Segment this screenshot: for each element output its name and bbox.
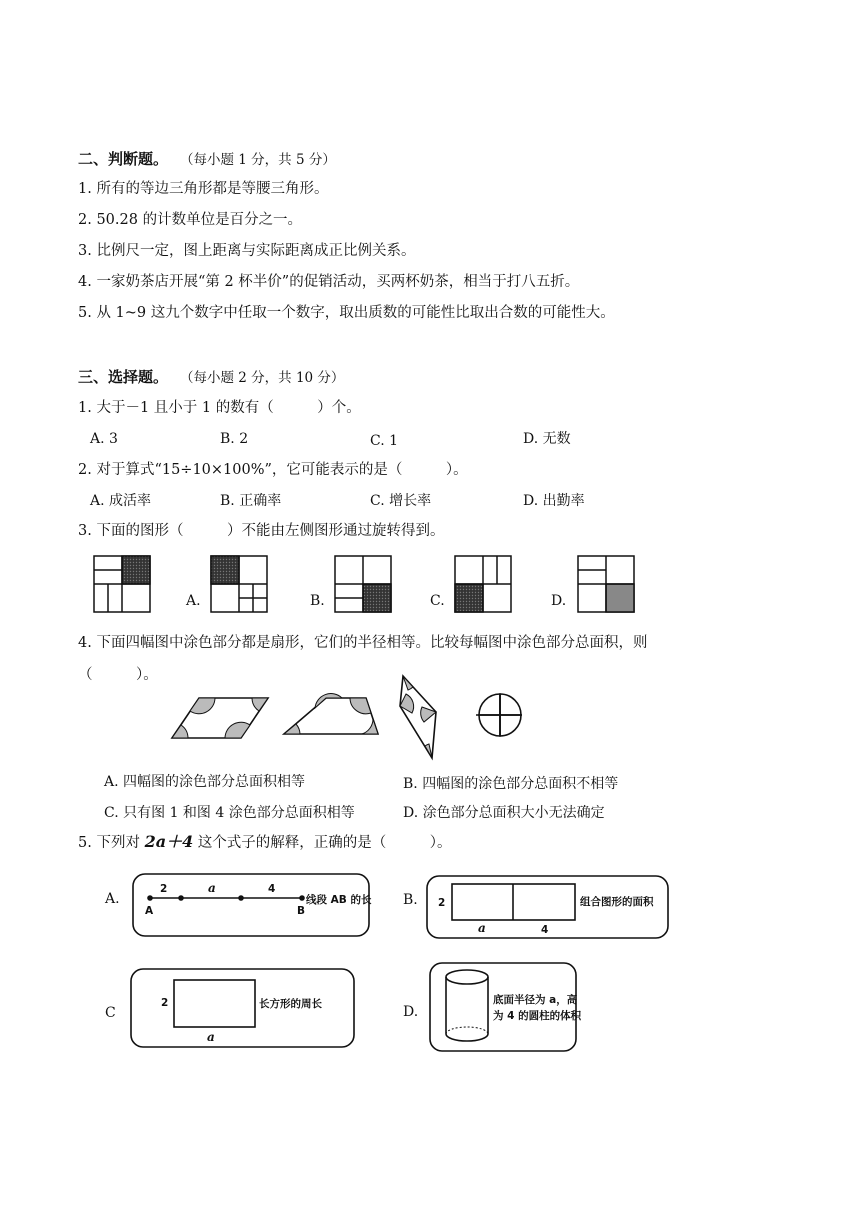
q1-stem: 1. 大于－1 且小于 1 的数有（ ）个。 (78, 400, 361, 416)
q5-stem-post: 这个式子的解释，正确的是（ ）。 (193, 835, 452, 851)
q5-b-side-2: 2 (438, 897, 446, 909)
q3-option-c: C. (430, 593, 445, 609)
q4-option-a: A. 四幅图的涂色部分总面积相等 (104, 774, 306, 790)
q5-a-point-a: A (145, 905, 154, 917)
q1-option-a: A. 3 (90, 431, 118, 447)
judge-item-4: 4. 一家奶茶店开展“第 2 杯半价”的促销活动，买两杯奶茶，相当于打八五折。 (78, 274, 580, 290)
section2-note: （每小题 1 分，共 5 分） (180, 152, 336, 168)
q5-stem (78, 833, 452, 852)
q4-option-d: D. 涂色部分总面积大小无法确定 (403, 805, 605, 821)
q3-option-b: B. (310, 593, 325, 609)
q5-stem-expression: 2a＋4 (144, 832, 194, 851)
q5-a-length-2: 2 (160, 883, 168, 895)
q3-figure-b (335, 556, 391, 612)
q1-option-b: B. 2 (220, 431, 249, 447)
section3-note: （每小题 2 分，共 10 分） (180, 370, 345, 386)
q5-option-b-letter: B. (403, 892, 418, 908)
section3-title: 三、选择题。 (78, 368, 169, 386)
q2-option-c: C. 增长率 (370, 493, 432, 509)
q5-option-a-letter: A. (105, 891, 120, 907)
q3-option-a: A. (186, 593, 201, 609)
q3-option-d: D. (551, 593, 567, 609)
q5-a-length-4: 4 (268, 883, 276, 895)
q5-b-caption: 组合图形的面积 (580, 896, 654, 908)
q3-reference-figure (94, 556, 150, 612)
q4-parallelogram-figure (172, 698, 268, 738)
q5-b-width-a: a (478, 921, 486, 935)
q4-stem: 4. 下面四幅图中涂色部分都是扇形，它们的半径相等。比较每幅图中涂色部分总面积，则 (78, 635, 648, 651)
q4-option-c: C. 只有图 1 和图 4 涂色部分总面积相等 (104, 805, 355, 821)
q5-option-d-letter: D. (403, 1004, 419, 1020)
q5-a-length-a: a (208, 881, 216, 895)
judge-item-5: 5. 从 1~9 这九个数字中任取一个数字，取出质数的可能性比取出合数的可能性大。 (78, 305, 615, 321)
q5-d-caption-line1: 底面半径为 a，高 (493, 994, 578, 1006)
q5-c-caption: 长方形的周长 (259, 998, 322, 1010)
q5-d-caption-line2: 为 4 的圆柱的体积 (493, 1010, 582, 1022)
q3-figure-d (578, 556, 634, 612)
q5-a-caption: 线段 AB 的长 (306, 894, 372, 906)
q3-figure-c (455, 556, 511, 612)
q2-option-d: D. 出勤率 (523, 493, 585, 509)
q2-stem: 2. 对于算式“15÷10×100%”，它可能表示的是（ ）。 (78, 462, 468, 478)
q4-stem-continued: （ ）。 (78, 667, 158, 683)
q5-c-width-a: a (207, 1030, 215, 1044)
q4-kite-figure (400, 676, 436, 758)
judge-item-1: 1. 所有的等边三角形都是等腰三角形。 (78, 181, 329, 197)
q4-pinwheel-figure (476, 694, 522, 736)
q3-figure-a (211, 556, 267, 612)
q2-option-a: A. 成活率 (90, 493, 152, 509)
q5-stem-pre: 5. 下列对 (78, 835, 145, 851)
q1-option-c: C. 1 (370, 433, 399, 449)
q5-c-side-2: 2 (161, 997, 169, 1009)
q4-trapezoid-figure (284, 694, 378, 734)
q5-option-c-letter: C (105, 1005, 116, 1021)
q4-option-b: B. 四幅图的涂色部分总面积不相等 (403, 776, 619, 792)
judge-item-3: 3. 比例尺一定，图上距离与实际距离成正比例关系。 (78, 243, 416, 259)
q2-option-b: B. 正确率 (220, 493, 282, 509)
q1-option-d: D. 无数 (523, 431, 571, 447)
q3-stem: 3. 下面的图形（ ）不能由左侧图形通过旋转得到。 (78, 523, 445, 539)
judge-item-2: 2. 50.28 的计数单位是百分之一。 (78, 212, 303, 228)
section2-title: 二、判断题。 (78, 150, 169, 168)
q5-a-point-b: B (297, 905, 306, 917)
q5-b-width-4: 4 (541, 924, 549, 936)
